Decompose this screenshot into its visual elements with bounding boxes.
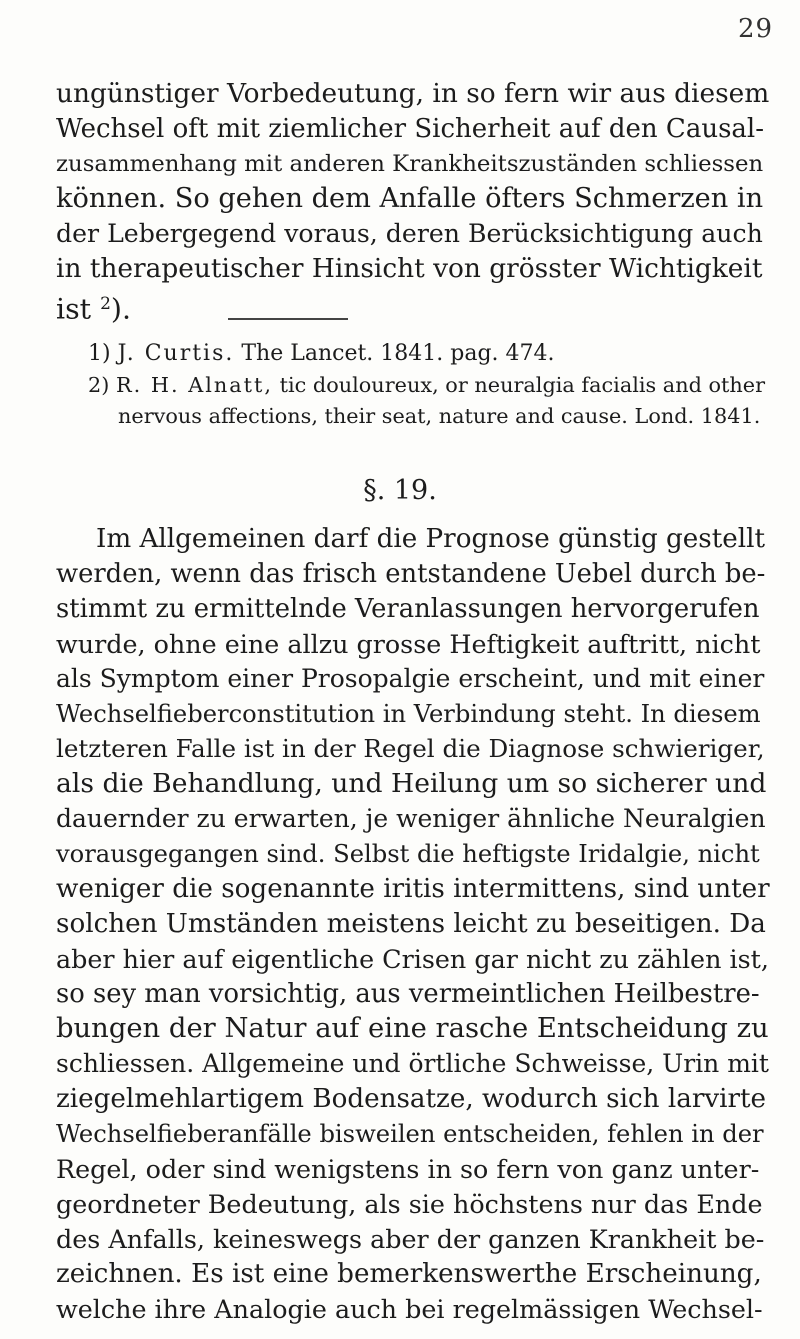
section-text-line: Regel, oder sind wenigstens in so fern von ganz unter- (56, 1154, 760, 1184)
main-text-tail: ). (110, 292, 132, 326)
main-text-line: zusammenhang mit anderen Krankheitszuständen schliessen (56, 151, 764, 177)
footnote-text: The Lancet. 1841. pag. 474. (241, 341, 555, 366)
section-text-line: bungen der Natur auf eine rasche Entscheidung zu (56, 1013, 769, 1044)
footnote-1 (88, 340, 555, 368)
section-text-line: solchen Umständen meistens leicht zu beseitigen. Da (56, 909, 766, 939)
section-text-line: wurde, ohne eine allzu grosse Heftigkeit auftritt, nicht (56, 629, 761, 659)
section-text-line: weniger die sogenannte iritis intermittens, sind unter (56, 874, 770, 904)
footnote-author: R. H. Alnatt, (115, 373, 274, 397)
footnote-2 (88, 371, 765, 399)
section-text-line: als Symptom einer Prosopalgie erscheint, und mit einer (56, 664, 765, 693)
footnote-marker: 1) (88, 341, 111, 366)
section-text-line: so sey man vorsichtig, aus vermeintlichen Heilbestre- (56, 979, 760, 1009)
main-text-line: ist (56, 292, 92, 326)
section-heading: §. 19. (363, 475, 437, 506)
section-text-line: zeichnen. Es ist eine bemerkenswerthe Erscheinung, (56, 1259, 762, 1289)
footnote-marker: 2) (88, 373, 110, 397)
section-text-line: Im Allgemeinen darf die Prognose günstig gestellt (96, 524, 766, 554)
section-text-line: welche ihre Analogie auch bei regelmässigen Wechsel- (56, 1294, 763, 1324)
section-text-line: aber hier auf eigentliche Crisen gar nicht zu zählen ist, (56, 944, 769, 974)
main-text-line: ungünstiger Vorbedeutung, in so fern wir aus diesem (56, 78, 770, 109)
section-text-line: geordneter Bedeutung, als sie höchstens nur das Ende (56, 1189, 763, 1219)
section-text-line: letzteren Falle ist in der Regel die Diagnose schwieriger, (56, 734, 765, 763)
section-text-line: schliessen. Allgemeine und örtliche Schweisse, Urin mit (56, 1049, 769, 1078)
section-text-line: vorausgegangen sind. Selbst die heftigste Iridalgie, nicht (56, 840, 760, 868)
section-text-line: werden, wenn das frisch entstandene Uebel durch be- (56, 559, 766, 589)
section-text-line: ziegelmehlartigem Bodensatze, wodurch sich larvirte (56, 1084, 767, 1114)
main-text-line: können. So gehen dem Anfalle öfters Schmerzen in (56, 183, 764, 214)
main-text-line: der Lebergegend voraus, deren Berücksichtigung auch (56, 219, 763, 248)
section-text-line: dauernder zu erwarten, je weniger ähnliche Neuralgien (56, 804, 766, 833)
main-text-last-line (56, 287, 131, 326)
section-text-line: des Anfalls, keineswegs aber der ganzen Krankheit be- (56, 1224, 765, 1254)
section-text-line: Wechselfieberconstitution in Verbindung steht. In diesem (56, 700, 761, 728)
section-text-line: Wechselfieberanfälle bisweilen entscheiden, fehlen in der (56, 1120, 764, 1148)
footnote-author: J. Curtis. (117, 341, 235, 366)
main-text-line: Wechsel oft mit ziemlicher Sicherheit auf den Causal- (56, 114, 765, 144)
section-text-line: als die Behandlung, und Heilung um so sicherer und (56, 768, 767, 799)
page-number: 29 (738, 14, 774, 44)
footnote-reference: 2 (100, 294, 111, 314)
footnote-2-continuation: nervous affections, their seat, nature and cause. Lond. 1841. (118, 404, 761, 428)
footnote-text: tic douloureux, or neuralgia facialis and other (279, 373, 766, 397)
section-text-line: stimmt zu ermittelnde Veranlassungen hervorgerufen (56, 594, 760, 624)
footnote-separator-rule (228, 318, 348, 320)
main-text-line: in therapeutischer Hinsicht von grösster Wichtigkeit (56, 253, 763, 284)
